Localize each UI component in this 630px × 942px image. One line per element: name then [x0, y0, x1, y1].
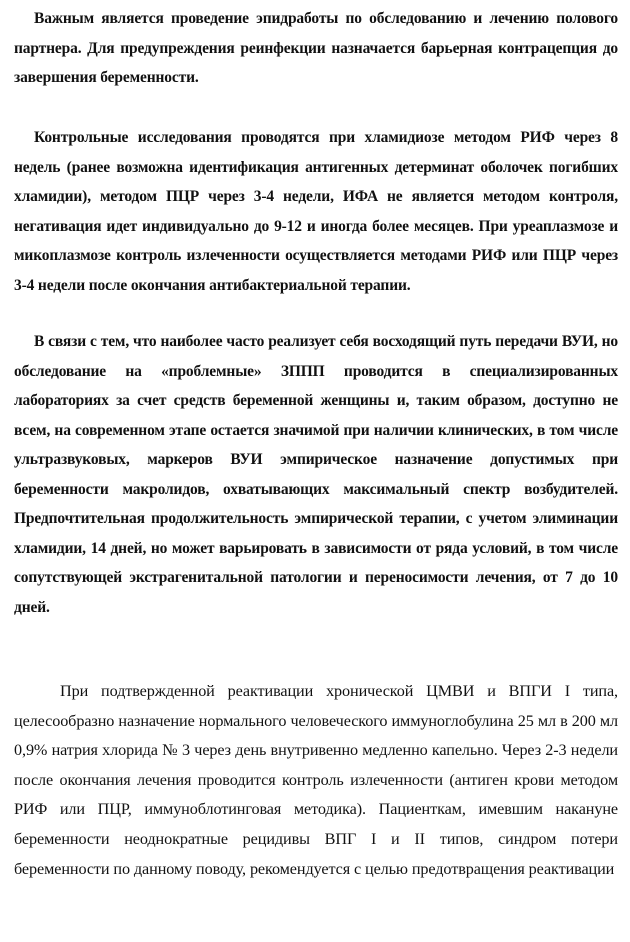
paragraph-reactivation-treatment: При подтвержденной реактивации хронической ЦМВИ и ВПГИ I типа, целесообразно назначение нормального человеческого иммуноглобулина 25 мл в 200 мл 0,9% натрия хлорида № 3 через день внутривенно медленно капельно. Через 2-3 недели после окончания лечения проводится контроль излеченности (антиген крови методом РИФ или ПЦР, иммуноблотинговая методика). Пациенткам, имевшим накануне беременности неоднократные рецидивы ВПГ I и II типов, синдром потери беременности по данному поводу, рекомендуется с целью предотвращения реактивации — [14, 682, 618, 878]
paragraph-partner-treatment: Важным является проведение эпидработы по обследованию и лечению полового партнера. Для предупреждения реинфекции назначается барьерная контрацепция до завершения беременности. — [14, 10, 618, 86]
paragraph-control-studies: Контрольные исследования проводятся при хламидиозе методом РИФ через 8 недель (ранее возможна идентификация антигенных детерминат оболочек погибших хламидии), методом ПЦР через 3-4 недели, ИФА не является методом контроля, негативация идет индивидуально до 9-12 и иногда более месяцев. При уреаплазмозе и микоплазмозе контроль излеченности осуществляется методами РИФ или ПЦР через 3-4 недели после окончания антибактериальной терапии. — [14, 129, 618, 294]
paragraph-empirical-therapy: В связи с тем, что наиболее часто реализует себя восходящий путь передачи ВУИ, но обследование на «проблемные» ЗППП проводится в специализированных лабораториях за счет средств беременной женщины и, таким образом, доступно не всем, на современном этапе остается значимой при наличии клинических, в том числе ультразвуковых, маркеров ВУИ эмпирическое назначение допустимых при беременности макролидов, охватывающих максимальный спектр возбудителей. Предпочтительная продолжительность эмпирической терапии, с учетом элиминации хламидии, 14 дней, но может варьировать в зависимости от ряда условий, в том числе сопутствующей экстрагенитальной патологии и переносимости лечения, от 7 до 10 дней. — [14, 333, 618, 616]
